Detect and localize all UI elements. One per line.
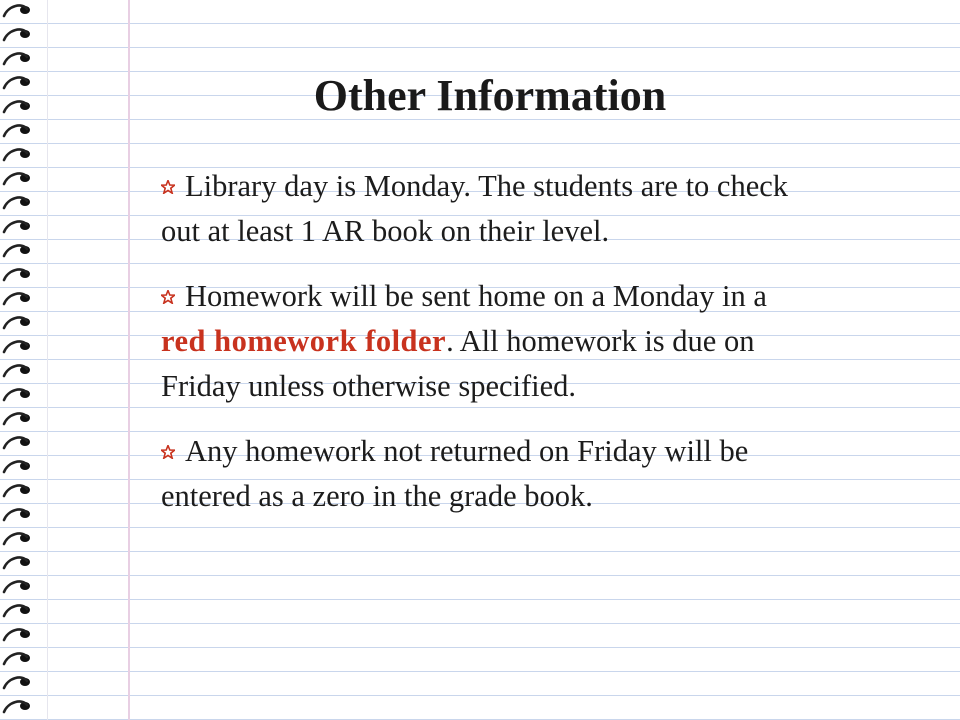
bullet-text-before: Homework will be sent home on a Monday in a [185, 279, 767, 313]
binding-ring [4, 245, 30, 256]
binding-ring [4, 605, 30, 616]
bullet-item-homework [161, 274, 801, 409]
binding-ring [4, 269, 30, 280]
binding-ring [4, 149, 30, 160]
star-icon [161, 180, 175, 194]
binding-ring [4, 221, 30, 232]
binding-ring [4, 677, 30, 688]
binding-ring [4, 173, 30, 184]
binding-ring [4, 485, 30, 496]
binding-ring [4, 29, 30, 40]
binding-ring [4, 341, 30, 352]
binding-ring [4, 533, 30, 544]
page-title: Other Information [313, 71, 667, 120]
bullet-list [161, 164, 801, 539]
binding-ring [4, 365, 30, 376]
binding-ring [4, 125, 30, 136]
binding-ring [4, 53, 30, 64]
binding-ring [4, 629, 30, 640]
highlight-text: red homework folder [161, 324, 447, 358]
bullet-text: Any homework not returned on Friday will be entered as a zero in the grade book. [161, 434, 749, 513]
bullet-text-after: . All homework is due on Friday unless otherwise specified. [161, 324, 755, 403]
bullet-item-zero-grade [161, 429, 801, 519]
binding-ring [4, 413, 30, 424]
binding-ring [4, 317, 30, 328]
star-icon [161, 290, 175, 304]
binding-ring [4, 5, 30, 16]
star-icon [161, 445, 175, 459]
binding-ring [4, 581, 30, 592]
bullet-text: Library day is Monday. The students are to check out at least 1 AR book on their level. [161, 169, 789, 248]
binding-ring [4, 437, 30, 448]
binding-ring [4, 701, 30, 712]
binding-ring [4, 557, 30, 568]
binding-ring [4, 653, 30, 664]
bullet-item-library [161, 164, 801, 254]
binding-ring [4, 389, 30, 400]
binding-ring [4, 197, 30, 208]
binding-ring [4, 509, 30, 520]
binding-ring [4, 293, 30, 304]
binding-ring [4, 461, 30, 472]
